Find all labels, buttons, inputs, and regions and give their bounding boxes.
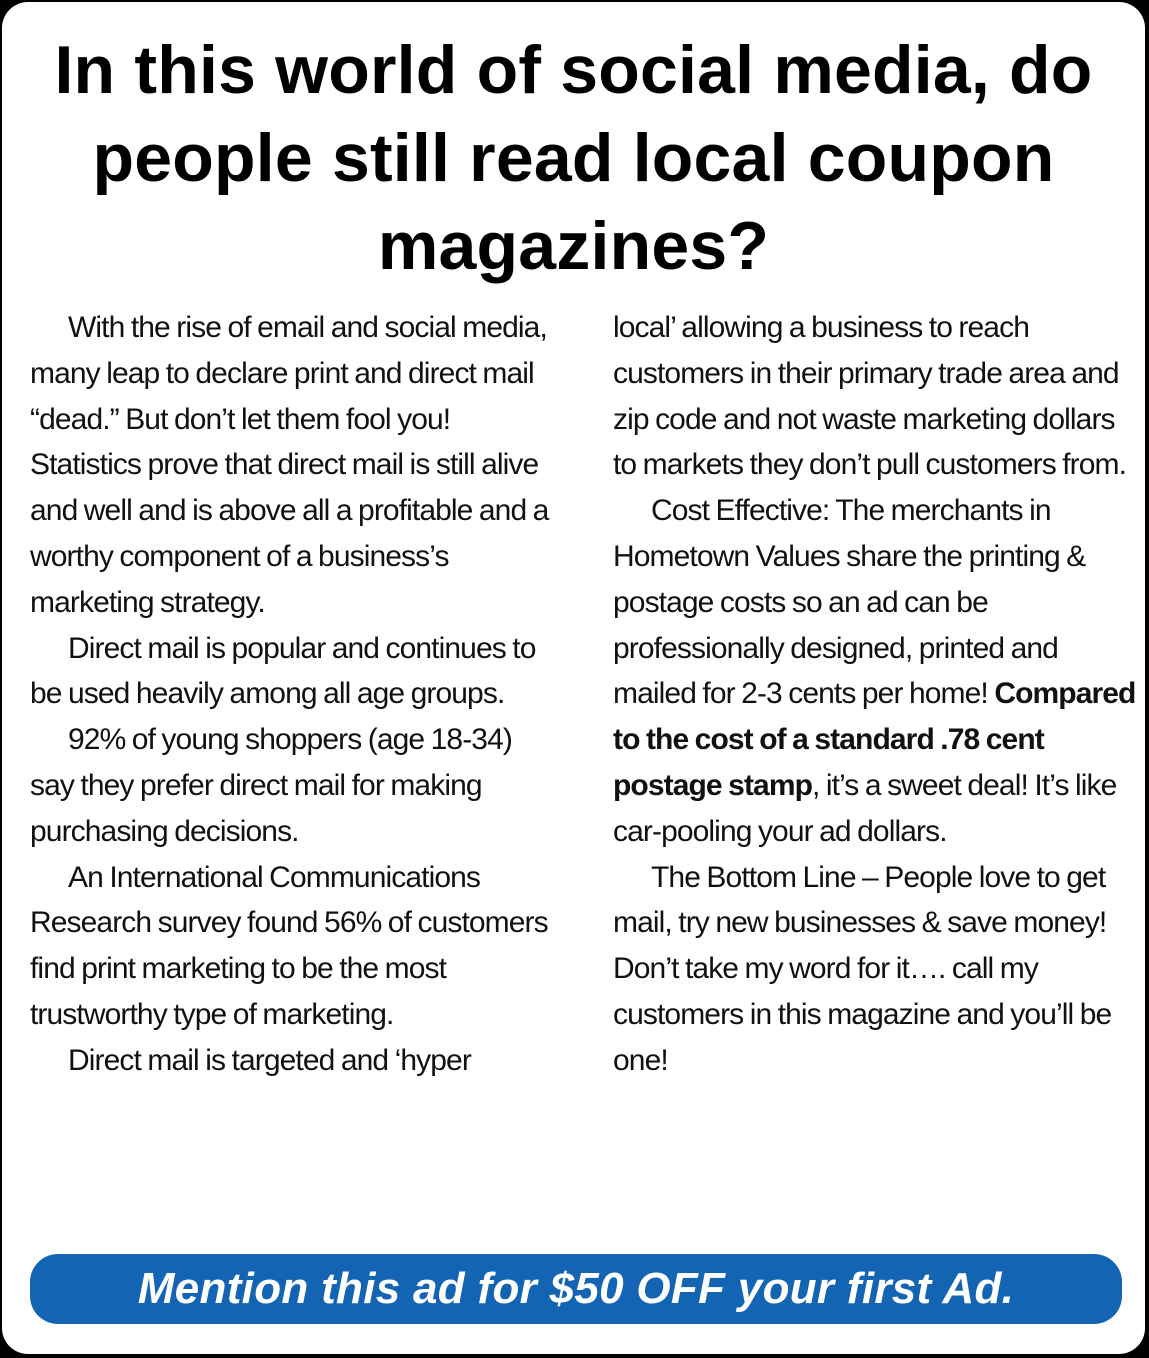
paragraph-targeted-start: Direct mail is targeted and ‘hyper	[68, 1043, 471, 1077]
cost-effective-tail: , it’s a sweet deal! It’s like car-pooling your ad dollars.	[613, 768, 1117, 848]
headline: In this world of social media, do people still read local coupon magazines?	[54, 32, 1093, 284]
postage-comparison-bold: Compared to the cost of a standard .78 cent postage stamp	[613, 677, 1136, 802]
left-column	[30, 305, 550, 1084]
paragraph-cost-effective	[613, 488, 1143, 854]
offer-banner	[30, 1254, 1122, 1324]
paragraph-popular: Direct mail is popular and continues to be used heavily among all age groups.	[30, 631, 536, 711]
cost-effective-text: Cost Effective: The merchants in Hometown Values share the printing & postage costs so an ad can be professionally designed, printed and mailed for 2-3 cents per home!	[613, 494, 1086, 711]
right-column	[613, 305, 1143, 1084]
offer-banner-text: Mention this ad for $50 OFF your first Ad.	[137, 1264, 1015, 1313]
paragraph-young-shoppers: 92% of young shoppers (age 18-34) say they prefer direct mail for making purchasing decisions.	[30, 723, 512, 848]
paragraph-targeted-end: local’ allowing a business to reach customers in their primary trade area and zip code and not waste marketing dollars to markets they don’t pull customers from.	[613, 311, 1127, 482]
ad-card	[2, 2, 1145, 1354]
paragraph-intro: With the rise of email and social media, many leap to declare print and direct mail “dead.” But don’t let them fool you! Statistics prove that direct mail is still alive and well and is above all a profitable and a worthy component of a business’s marketing strategy.	[30, 311, 549, 619]
paragraph-bottom-line: The Bottom Line – People love to get mail, try new businesses & save money! Don’t take my word for it…. call my customers in this magazine and you’ll be one!	[613, 860, 1112, 1077]
paragraph-survey: An International Communications Research survey found 56% of customers find print marketing to be the most trustworthy type of marketing.	[30, 860, 548, 1031]
